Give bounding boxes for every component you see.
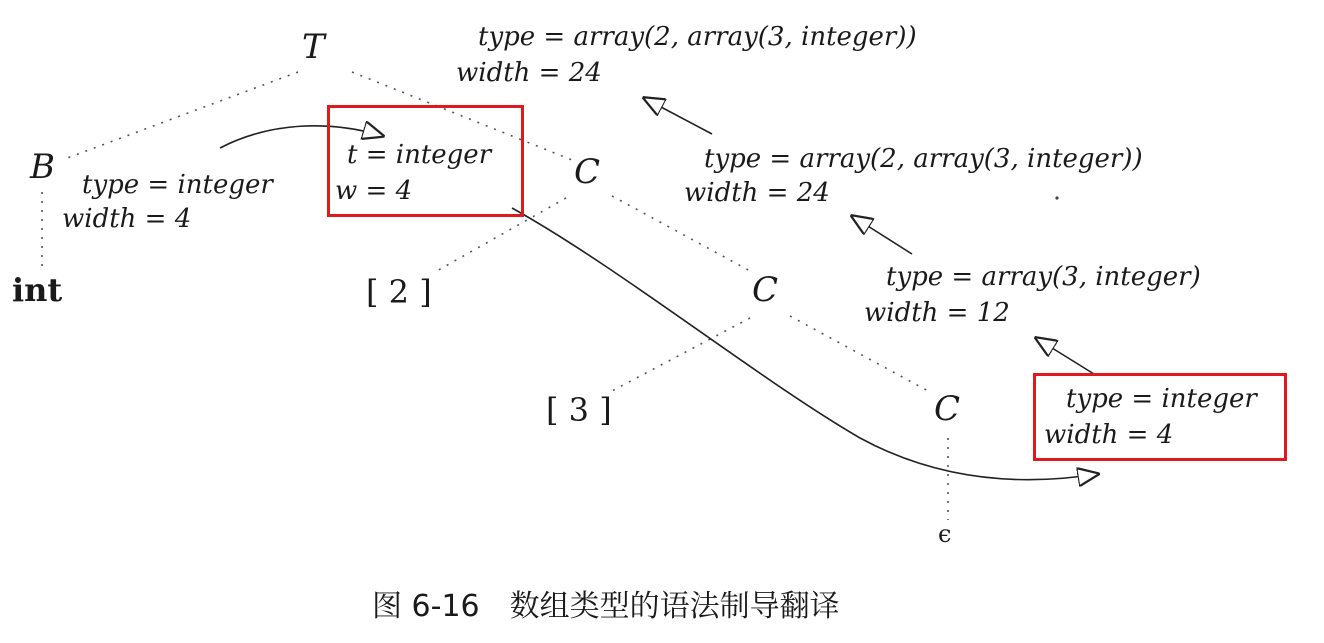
node-C3: C bbox=[934, 389, 961, 429]
terminal-2: [ 2 ] bbox=[366, 273, 432, 311]
node-C2: C bbox=[752, 270, 779, 310]
edge-C2-3 bbox=[610, 318, 750, 392]
node-T: T bbox=[302, 27, 325, 67]
arrow-inherited-to-C3 bbox=[512, 208, 1098, 480]
node-B: B bbox=[30, 147, 55, 187]
edge-T-B bbox=[62, 72, 298, 160]
C3-type-label: type = integer bbox=[1066, 384, 1257, 414]
terminal-int: int bbox=[12, 271, 63, 309]
arrow-C3-to-C2 bbox=[1036, 338, 1094, 374]
C2-width-label: width = 12 bbox=[864, 298, 1010, 328]
C2-type-label: type = array(3, integer) bbox=[886, 262, 1201, 292]
C1-width-label: width = 24 bbox=[684, 178, 830, 208]
B-type-label: type = integer bbox=[82, 170, 273, 200]
C1-type-label: type = array(2, array(3, integer)) bbox=[704, 144, 1143, 174]
terminal-3: [ 3 ] bbox=[546, 391, 612, 429]
inherited-w-label: w = 4 bbox=[335, 176, 413, 206]
terminal-empty: ϵ bbox=[938, 520, 952, 548]
B-width-label: width = 4 bbox=[62, 204, 192, 234]
arrow-C2-to-C1 bbox=[852, 216, 912, 254]
T-width-label: width = 24 bbox=[456, 58, 602, 88]
T-type-label: type = array(2, array(3, integer)) bbox=[478, 22, 917, 52]
ink-speck bbox=[1055, 196, 1058, 199]
inherited-t-label: t = integer bbox=[347, 140, 492, 170]
node-C1: C bbox=[574, 152, 601, 192]
figure-caption: 图 6-16 数组类型的语法制导翻译 bbox=[372, 589, 840, 624]
arrow-C1-to-T bbox=[644, 98, 712, 134]
C3-width-label: width = 4 bbox=[1044, 420, 1174, 450]
